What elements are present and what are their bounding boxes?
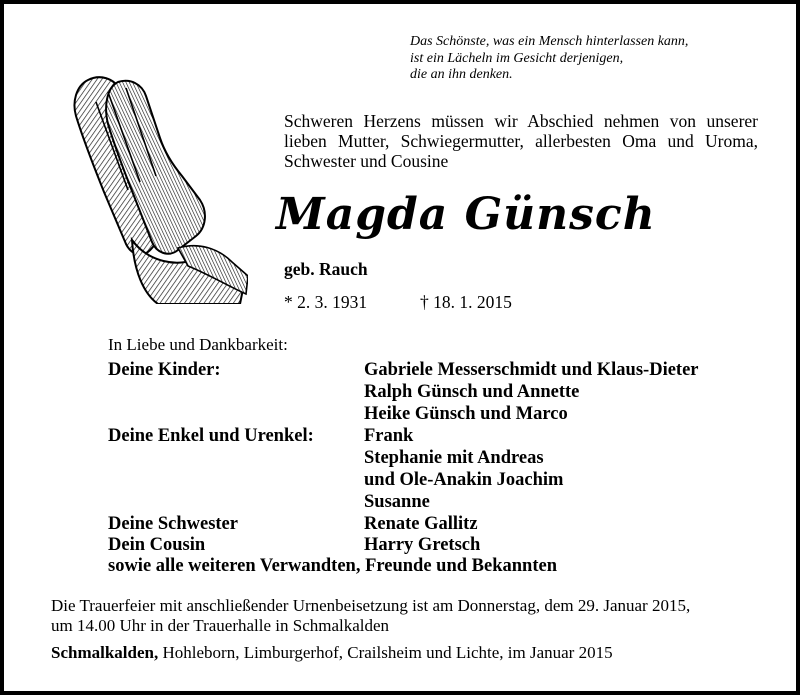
cousin-label: Dein Cousin [108,535,206,555]
child-name: Gabriele Messerschmidt und Klaus-Dieter [364,360,699,380]
funeral-info [51,596,761,636]
grandchild-name: und Ole-Anakin Joachim [364,470,564,490]
cousin-name: Harry Gretsch [364,535,481,555]
praying-hands-icon [48,72,248,304]
memorial-quote [410,34,688,84]
maiden-name: geb. Rauch [284,259,368,279]
other-mourners: sowie alle weiteren Verwandten, Freunde und Bekannten [108,556,557,576]
sister-label: Deine Schwester [108,514,238,534]
funeral-line: um 14.00 Uhr in der Trauerhalle in Schmalkalden [51,616,390,635]
grandchildren-label: Deine Enkel und Urenkel: [108,426,314,446]
birth-date: * 2. 3. 1931 [284,292,368,312]
sister-name: Renate Gallitz [364,514,478,534]
quote-line: die an ihn denken. [410,67,513,82]
quote-line: ist ein Lächeln im Gesicht derjenigen, [410,50,624,66]
grandchild-name: Stephanie mit Andreas [364,448,544,468]
place-rest: Hohleborn, Limburgerhof, Crailsheim und Lichte, im Januar 2015 [158,643,613,662]
child-name: Ralph Günsch und Annette [364,382,580,402]
place-town: Schmalkalden, [51,643,159,662]
deceased-name: Magda Günsch [276,189,656,240]
funeral-line: Die Trauerfeier mit anschließender Urnenbeisetzung ist am Donnerstag, dem 29. Januar 2015, [51,596,691,615]
children-label: Deine Kinder: [108,360,221,380]
grandchild-name: Susanne [364,492,430,512]
place-date-line [51,643,613,663]
child-name: Heike Günsch und Marco [364,404,568,424]
death-date: † 18. 1. 2015 [420,292,512,312]
grandchild-name: Frank [364,426,414,446]
quote-line: Das Schönste, was ein Mensch hinterlassen kann, [410,34,689,49]
love-line: In Liebe und Dankbarkeit: [108,335,288,354]
intro-text: Schweren Herzens müssen wir Abschied nehmen von unserer lieben Mutter, Schwiegermutter, allerbesten Oma und Uroma, Schwester und Cousine [284,111,758,171]
